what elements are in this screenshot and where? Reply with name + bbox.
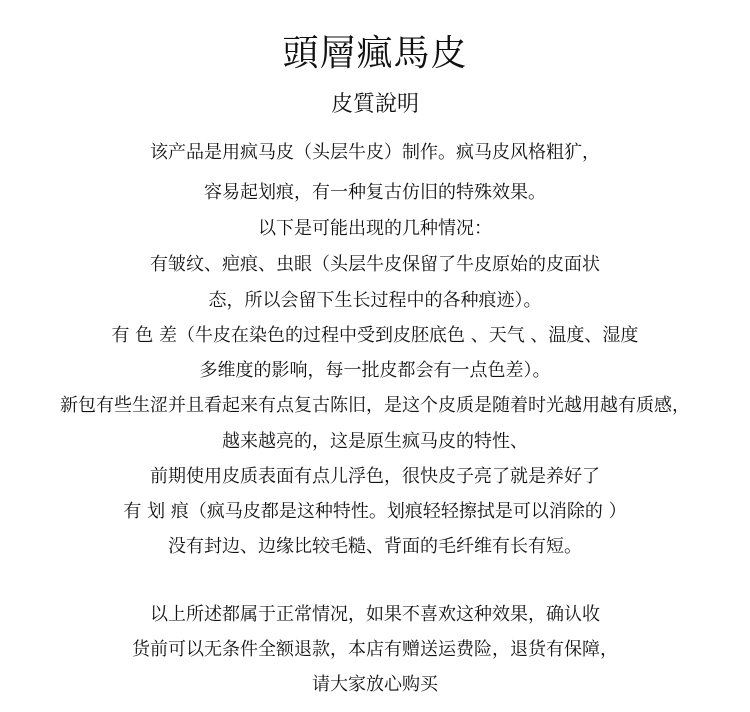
page-title: 頭層瘋馬皮 — [282, 33, 468, 74]
description-line: 容易起划痕，有一种复古仿旧的特殊效果。 — [204, 182, 546, 203]
description-line: 以上所述都属于正常情况，如果不喜欢这种效果，确认收 — [150, 604, 600, 625]
description-line: 有 色 差（牛皮在染色的过程中受到皮胚底色 、天气 、温度、湿度 — [111, 325, 639, 346]
description-line: 该产品是用疯马皮（头层牛皮）制作。疯马皮风格粗犷， — [150, 142, 600, 163]
description-line: 请大家放心购买 — [312, 674, 438, 695]
description-line: 有皱纹、疤痕、虫眼（头层牛皮保留了牛皮原始的皮面状 — [150, 254, 600, 275]
description-line: 有 划 痕（疯马皮都是这种特性。划痕轻轻擦拭是可以消除的 ） — [123, 501, 627, 522]
description-line: 以下是可能出现的几种情况： — [258, 218, 492, 239]
description-line: 新包有些生涩并且看起来有点复古陈旧，是这个皮质是随着时光越用越有质感， — [60, 395, 690, 416]
description-line: 多维度的影响，每一批皮都会有一点色差）。 — [199, 360, 551, 381]
description-line: 货前可以无条件全额退款，本店有赠送运费险，退货有保障， — [132, 639, 618, 660]
description-line: 态，所以会留下生长过程中的各种痕迹）。 — [208, 290, 542, 311]
description-line: 前期使用皮质表面有点儿浮色，很快皮子亮了就是养好了 — [150, 466, 600, 487]
description-line: 越来越亮的，这是原生疯马皮的特性、 — [222, 431, 528, 452]
page-subtitle: 皮質說明 — [330, 92, 419, 117]
description-line: 没有封边、边缘比较毛糙、背面的毛纤维有长有短。 — [168, 536, 582, 557]
